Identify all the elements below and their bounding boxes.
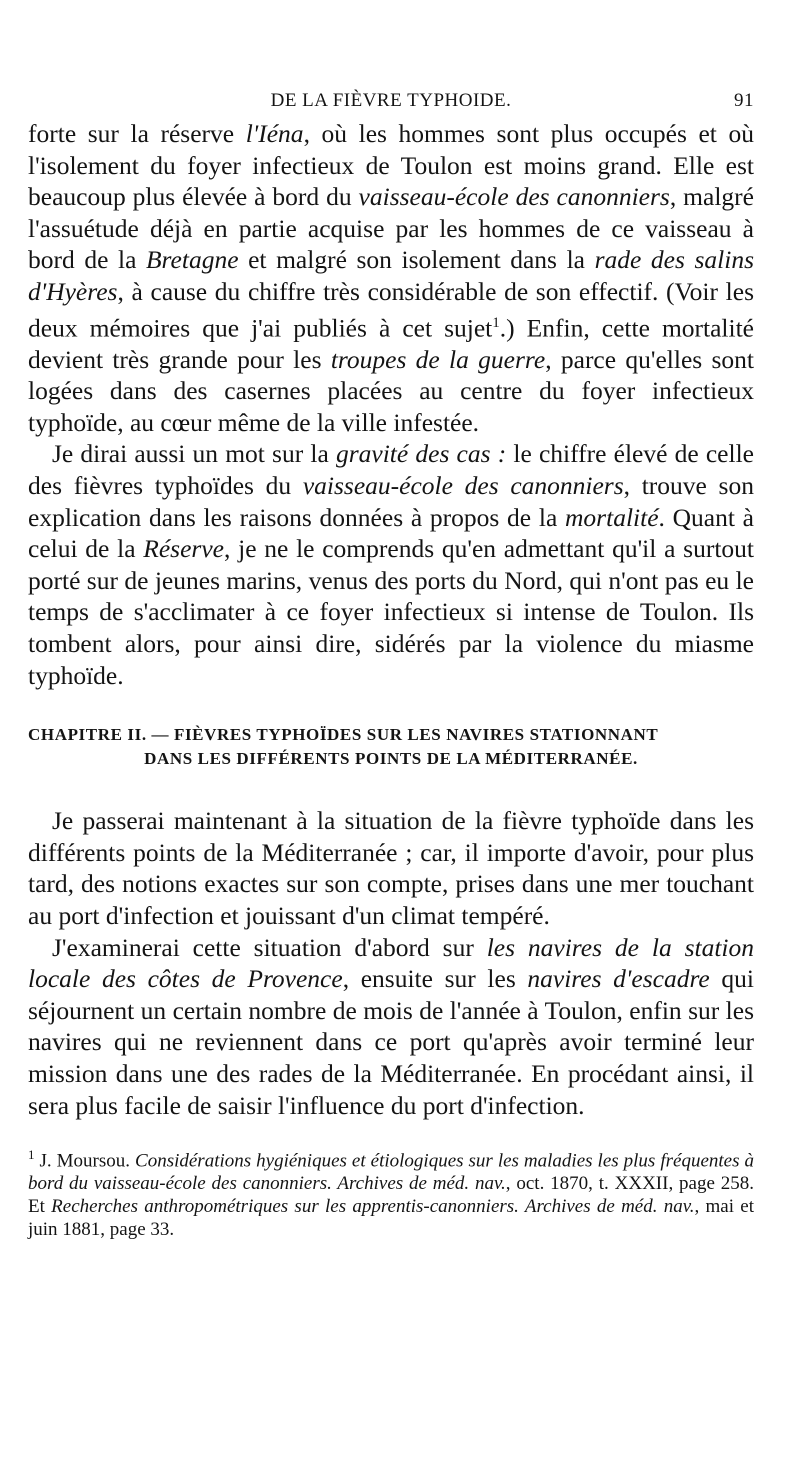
text-run: le chiffre élevé de celle des fièvres typhoïdes du <box>28 439 754 501</box>
running-title: DE LA FIÈVRE TYPHOIDE. <box>270 90 512 111</box>
text-run: J. Moursou. <box>34 1150 136 1172</box>
italic-run: navires d'escadre <box>527 964 710 994</box>
page-number: 91 <box>734 90 754 111</box>
chapter-heading-line-2: DANS LES DIFFÉRENTS POINTS DE LA MÉDITERRANÉE. <box>144 749 638 769</box>
chapter-body <box>28 805 754 1121</box>
text-run: J'examinerai cette situation d'abord sur <box>52 932 487 962</box>
italic-run: rade des salins d'Hyères <box>28 245 754 306</box>
text-run: , oct. 1870, t. XXXII, page 258. Et <box>28 1173 754 1218</box>
text-run: qui séjournent un certain nombre de mois de l'année à Toulon, enfin sur les navires qui ne reviennent dans ce port qu'après avoir terminé leur mission dans une des rades de la Méditerranée. En procédant ainsi, il sera plus facile de saisir l'influence du port d'infection. <box>28 964 754 1120</box>
text-run: , je ne le comprends qu'en admettant qu'il a surtout porté sur de jeunes marins, venus des ports du Nord, qui n'ont pas eu le temps de s'acclimater à ce foyer infectieux si intense de Toulon. Ils tombent alors, pour ainsi dire, sidérés par la violence du miasme typhoïde. <box>28 534 754 690</box>
page <box>28 86 754 1241</box>
chapter-heading-line-1: CHAPITRE II. — FIÈVRES TYPHOÏDES SUR LES NAVIRES STATIONNANT <box>28 725 659 745</box>
text-run: , ensuite sur les <box>342 964 528 994</box>
italic-run: mortalité <box>565 502 659 532</box>
italic-run: l'Iéna <box>245 119 304 148</box>
text-run: , trouve son explication dans les raisons données à propos de la <box>28 471 754 532</box>
body-text <box>28 118 754 691</box>
italic-run: Considérations hygiéniques et étiologiques sur les maladies les plus fréquentes à bord du vaisseau-école des canonniers. Archives de méd. nav. <box>28 1150 754 1195</box>
footnote-mark: 1 <box>28 1147 35 1163</box>
paragraph-1 <box>28 118 754 438</box>
paragraph-3 <box>28 805 754 931</box>
text-run: , malgré l'assuétude déjà en partie acquise par les hommes de ce vaisseau à bord de la <box>28 182 754 275</box>
text-run: , où les hommes sont plus occupés et où l'isolement du foyer infectieux de Toulon est moins grand. Elle est beaucoup plus élevée à bord du <box>28 119 754 212</box>
text-run: , mai et juin 1881, page 33. <box>28 1196 754 1241</box>
text-run: . Quant à celui de la <box>28 502 755 564</box>
paragraph-2 <box>28 438 754 691</box>
footnote-ref: 1 <box>492 314 500 331</box>
italic-run: vaisseau-école des canonniers <box>358 182 670 212</box>
text-run: , parce qu'elles sont logées dans des casernes placées au centre du foyer infectieux typhoïde, au cœur même de la ville infestée. <box>28 344 754 437</box>
text-run: , à cause du chiffre très considérable de son effectif. (Voir les deux mémoires que j'ai publiés à cet sujet <box>28 276 754 343</box>
paragraph-4 <box>28 932 754 1122</box>
footnote <box>28 1143 754 1241</box>
chapter-heading <box>28 723 754 771</box>
text-run: Je passerai maintenant à la situation de la fièvre typhoïde dans les différents points de la Méditerranée ; car, il importe d'avoir, pour plus tard, des notions exactes sur son compte, prises dans une mer touchant au port d'infection et jouissant d'un climat tempéré. <box>28 806 754 930</box>
italic-run: Recherches anthropométriques sur les apprentis-canonniers. Archives de méd. nav. <box>51 1196 695 1218</box>
text-run: et malgré son isolement dans la <box>238 245 595 275</box>
text-run: forte sur la réserve <box>28 119 246 148</box>
italic-run: Bretagne <box>145 245 239 275</box>
running-header <box>28 86 754 116</box>
italic-run: vaisseau-école des canonniers <box>302 471 624 501</box>
italic-run: les navires de la station locale des côtes de Provence <box>28 932 754 994</box>
text-run: Je dirai aussi un mot sur la <box>52 439 336 469</box>
italic-run: troupes de la guerre <box>330 344 546 374</box>
text-run: .) Enfin, cette mortalité devient très grande pour les <box>28 313 754 374</box>
italic-run: gravité des cas : <box>335 439 507 469</box>
italic-run: Réserve <box>143 534 224 564</box>
